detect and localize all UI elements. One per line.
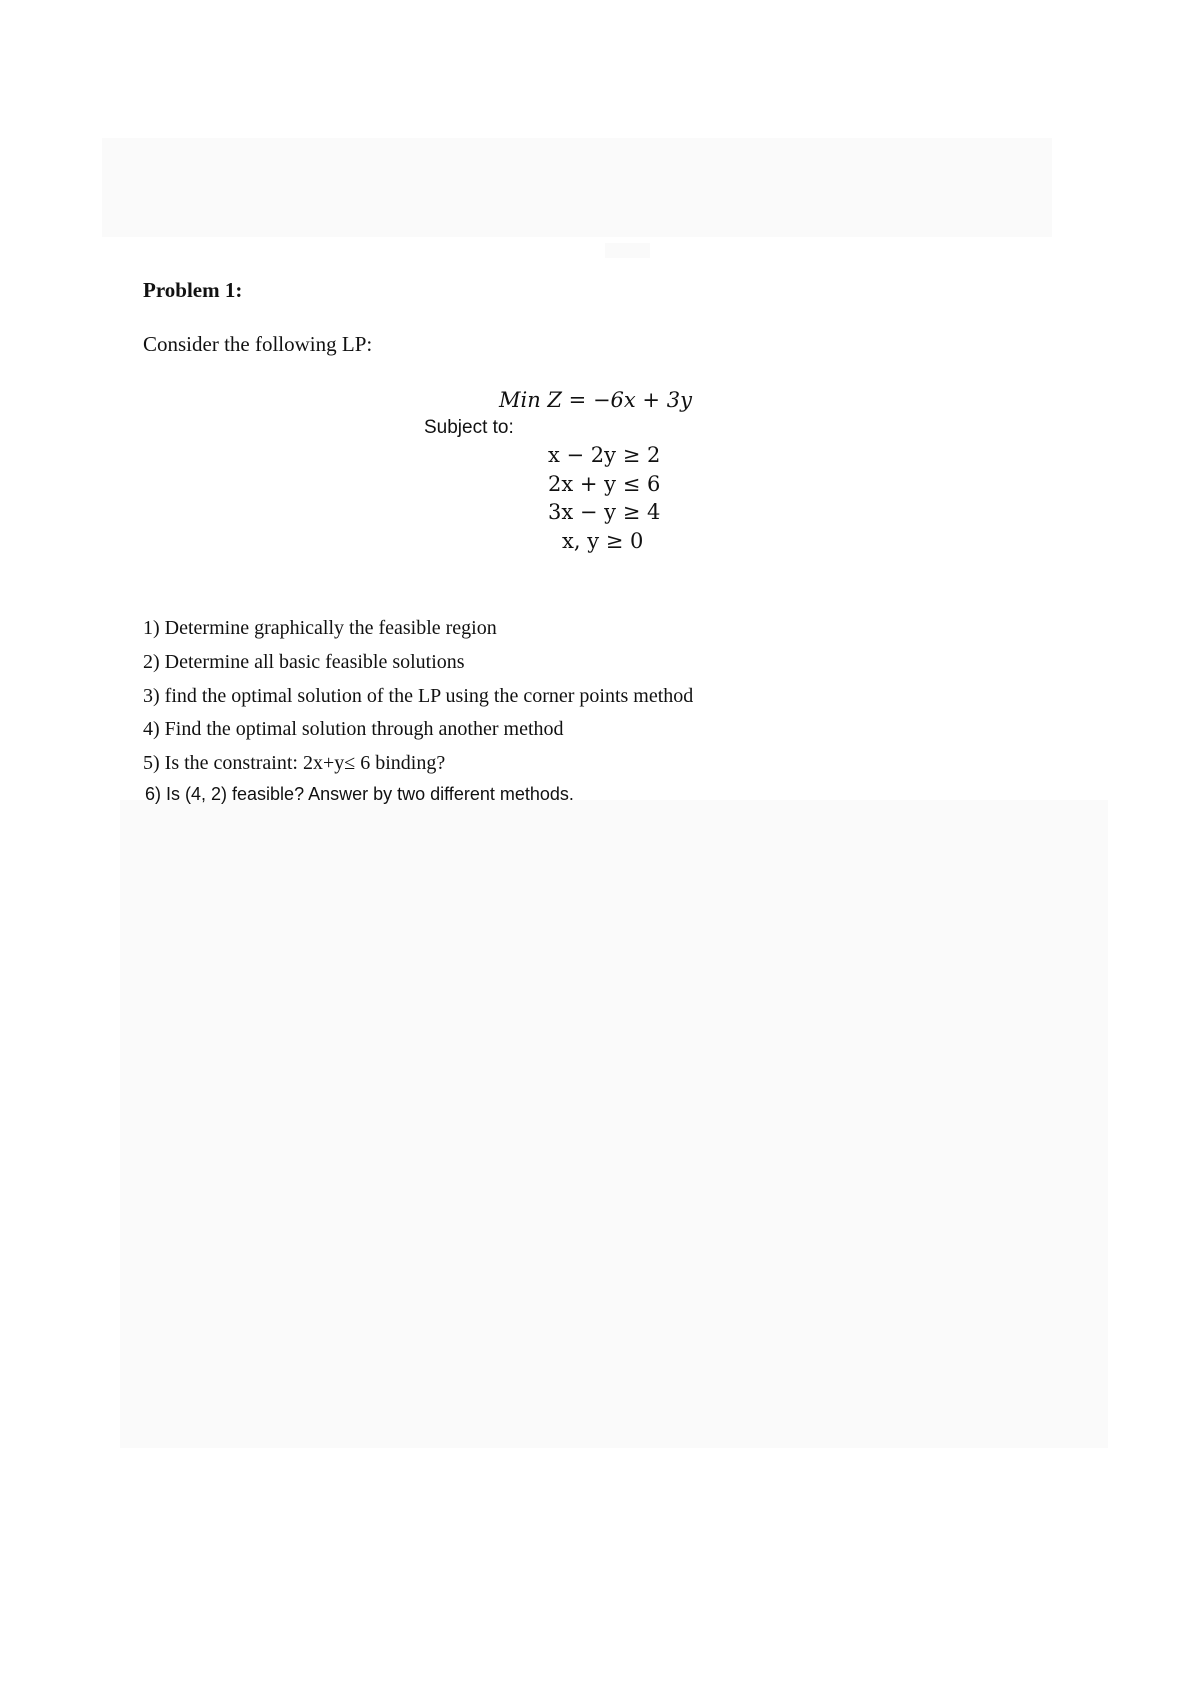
problem-intro: Consider the following LP: <box>143 332 373 356</box>
blank-small-region <box>605 243 650 258</box>
problem-title: Problem 1: <box>143 278 243 302</box>
question-3: 3) find the optimal solution of the LP using the corner points method <box>143 685 694 707</box>
constraint-1: x − 2y ≥ 2 <box>548 443 661 467</box>
question-2: 2) Determine all basic feasible solutions <box>143 651 465 673</box>
blank-answer-region <box>120 800 1108 1448</box>
blank-header-region <box>102 138 1052 237</box>
constraint-3: 3x − y ≥ 4 <box>548 500 661 524</box>
subject-to-label: Subject to: <box>424 417 514 438</box>
objective-function: Min Z = −6x + 3y <box>499 388 692 412</box>
question-1: 1) Determine graphically the feasible region <box>143 617 497 639</box>
question-5: 5) Is the constraint: 2x+y≤ 6 binding? <box>143 752 446 774</box>
constraint-2: 2x + y ≤ 6 <box>548 472 661 496</box>
question-4: 4) Find the optimal solution through another method <box>143 718 564 740</box>
constraint-nonnegativity: x, y ≥ 0 <box>562 529 644 553</box>
question-6: 6) Is (4, 2) feasible? Answer by two different methods. <box>145 784 574 804</box>
